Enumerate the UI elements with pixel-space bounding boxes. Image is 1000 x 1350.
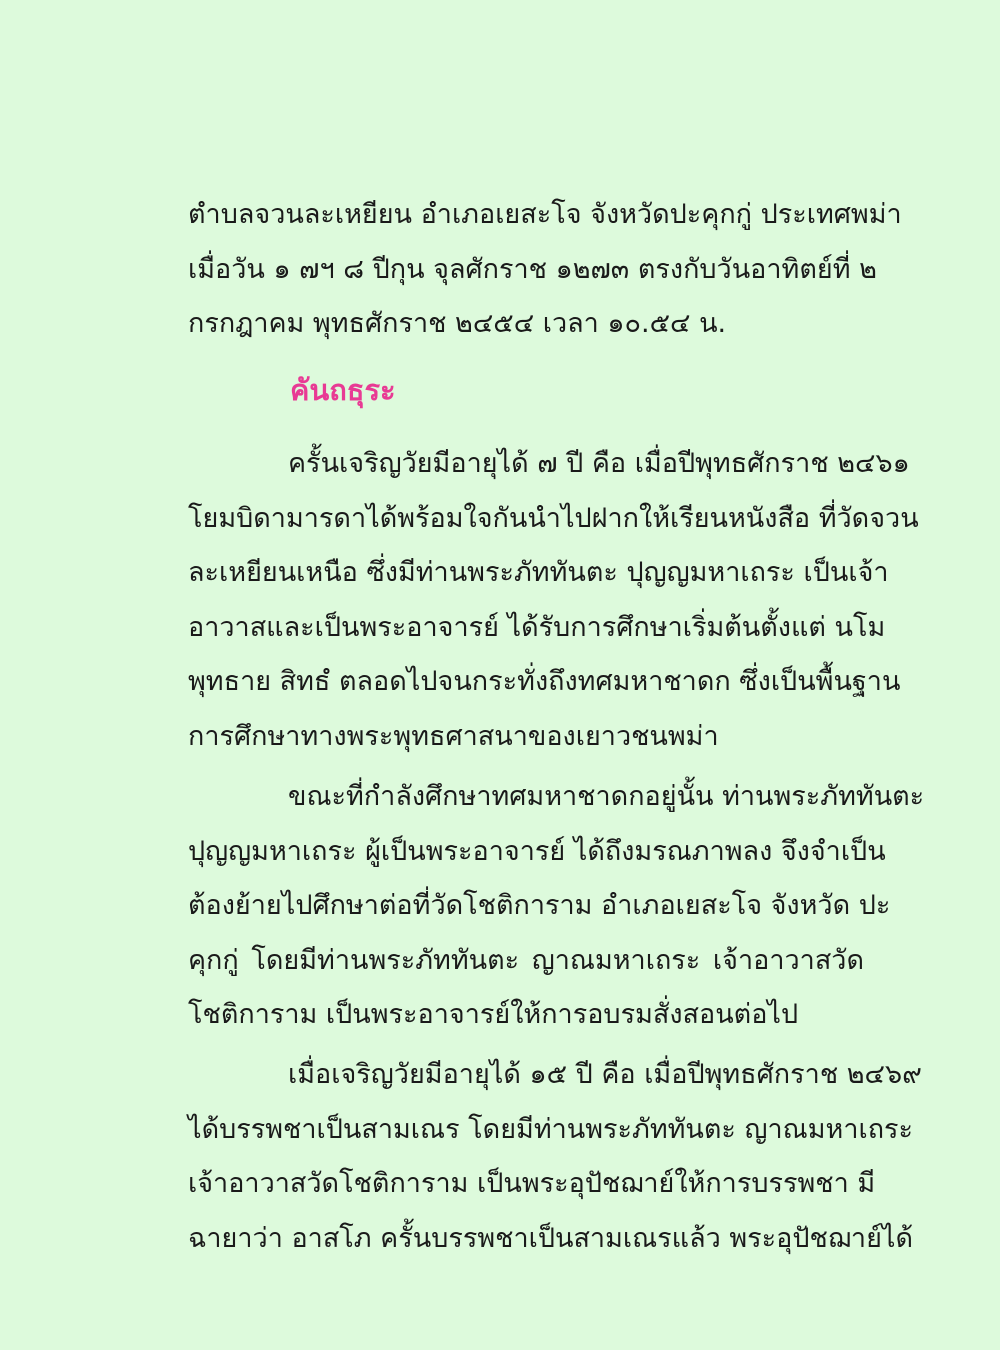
- intro-line-1: ตำบลจวนละเหยียน อำเภอเยสะโจ จังหวัดปะคุกกู่ ประเทศพม่า: [188, 199, 902, 230]
- paragraph-2-line-1: ขณะที่กำลังศึกษาทศมหาชาดกอยู่นั้น ท่านพระภัททันตะ: [288, 781, 925, 812]
- paragraph-3-line-3: เจ้าอาวาสวัดโชติการาม เป็นพระอุปัชฌาย์ให้การบรรพชา มี: [188, 1168, 876, 1199]
- intro-line-3: กรกฎาคม พุทธศักราช ๒๔๕๔ เวลา ๑๐.๕๔ น.: [188, 308, 727, 339]
- intro-line-2: เมื่อวัน ๑ ๗ฯ ๘ ปีกุน จุลศักราช ๑๒๗๓ ตรงกับวันอาทิตย์ที่ ๒: [188, 253, 877, 285]
- paragraph-3-line-2: ได้บรรพชาเป็นสามเณร โดยมีท่านพระภัททันตะ ญาณมหาเถระ: [188, 1113, 914, 1145]
- paragraph-2-line-4: คุกกู่ โดยมีท่านพระภัททันตะ ญาณมหาเถระ เจ้าอาวาสวัด: [188, 944, 864, 976]
- paragraph-1-line-4: อาวาสและเป็นพระอาจารย์ ได้รับการศึกษาเริ่มต้นตั้งแต่ นโม: [188, 611, 886, 643]
- paragraph-3: [188, 1048, 922, 1266]
- paragraph-1: [188, 437, 919, 764]
- paragraph-3-line-4: ฉายาว่า อาสโภ ครั้นบรรพชาเป็นสามเณรแล้ว พระอุปัชฌาย์ได้: [188, 1222, 914, 1254]
- paragraph-2-line-5: โชติการาม เป็นพระอาจารย์ให้การอบรมสั่งสอนต่อไป: [188, 999, 799, 1030]
- paragraph-1-line-3: ละเหยียนเหนือ ซึ่งมีท่านพระภัททันตะ ปุญญมหาเถระ เป็นเจ้า: [188, 557, 889, 588]
- section-heading: คันถธุระ: [290, 373, 396, 407]
- intro-paragraph: [188, 188, 902, 352]
- paragraph-1-line-6: การศึกษาทางพระพุทธศาสนาของเยาวชนพม่า: [188, 720, 719, 752]
- paragraph-1-line-5: พุทธาย สิทธํ ตลอดไปจนกระทั่งถึงทศมหาชาดก ซึ่งเป็นพื้นฐาน: [188, 666, 901, 697]
- paragraph-2-line-2: ปุญญมหาเถระ ผู้เป็นพระอาจารย์ ได้ถึงมรณภาพลง จึงจำเป็น: [188, 835, 886, 867]
- paragraph-1-line-1: ครั้นเจริญวัยมีอายุได้ ๗ ปี คือ เมื่อปีพุทธศักราช ๒๔๖๑: [288, 448, 910, 479]
- paragraph-2-line-3: ต้องย้ายไปศึกษาต่อที่วัดโชติการาม อำเภอเยสะโจ จังหวัด ปะ: [188, 890, 891, 921]
- paragraph-1-line-2: โยมบิดามารดาได้พร้อมใจกันนำไปฝากให้เรียนหนังสือ ที่วัดจวน: [188, 502, 919, 534]
- paragraph-2: [188, 770, 925, 1043]
- paragraph-3-line-1: เมื่อเจริญวัยมีอายุได้ ๑๕ ปี คือ เมื่อปีพุทธศักราช ๒๔๖๙: [288, 1059, 922, 1090]
